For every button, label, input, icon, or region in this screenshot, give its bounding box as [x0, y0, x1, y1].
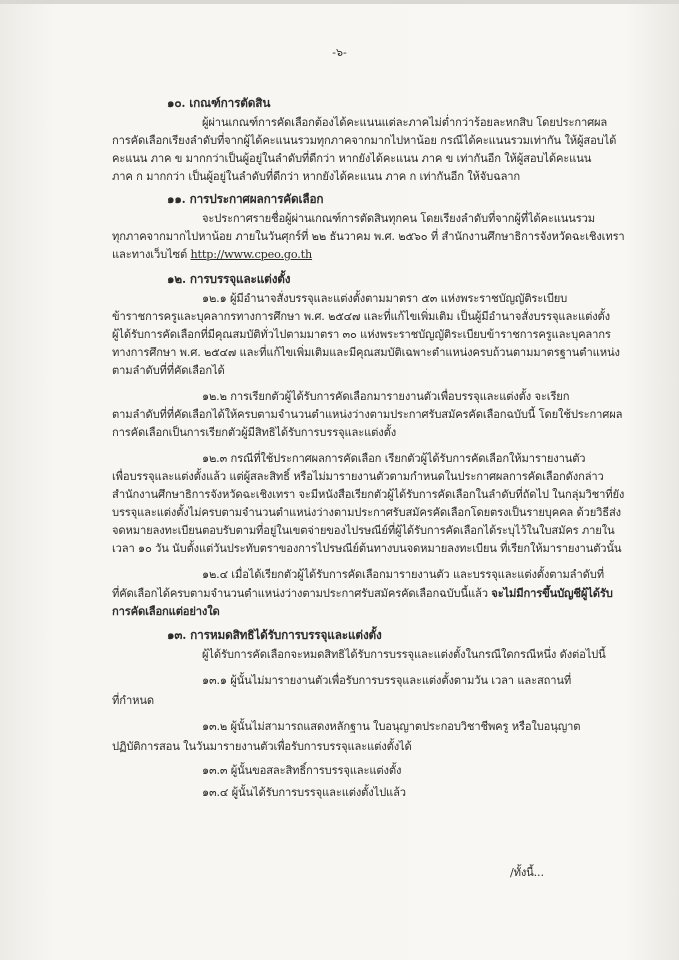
section-13-2-line: ปฏิบัติการสอน ในวันมารายงานตัวเพื่อรับการบรรจุและแต่งตั้งได้	[112, 740, 412, 753]
continuation-marker: /ทั้งนี้...	[510, 866, 544, 879]
section-10-line: ภาค ก มากกว่า เป็นผู้อยู่ในลำดับที่ดีกว่า หากยังได้คะแนน ภาค ก เท่ากันอีก ให้จับฉลาก	[112, 170, 521, 183]
section-13-4-line: ๑๓.๔ ผู้นั้นได้รับการบรรจุและแต่งตั้งไปแล้ว	[202, 786, 406, 799]
section-12-2-line: การคัดเลือกเป็นการเรียกตัวผู้มีสิทธิได้รับการบรรจุและแต่งตั้ง	[112, 426, 397, 439]
section-12-3-line: เวลา ๑๐ วัน นับตั้งแต่วันประทับตราของการไปรษณีย์ต้นทางบนจดหมายลงทะเบียน ที่เรียกให้มารายงานตัวนั้น	[112, 542, 622, 555]
section-12-4-line: ๑๒.๔ เมื่อได้เรียกตัวผู้ได้รับการคัดเลือกมารายงานตัว และบรรจุและแต่งตั้งตามลำดับที่	[202, 568, 604, 581]
website-link[interactable]: http://www.cpeo.go.th	[190, 248, 313, 261]
section-13-heading: ๑๓. การหมดสิทธิได้รับการบรรจุและแต่งตั้ง	[167, 628, 382, 642]
section-10-line: ผู้ผ่านเกณฑ์การคัดเลือกต้องได้คะแนนแต่ละภาคไม่ต่ำกว่าร้อยละหกสิบ โดยประกาศผล	[202, 116, 608, 129]
section-13-intro: ผู้ได้รับการคัดเลือกจะหมดสิทธิได้รับการบรรจุและแต่งตั้งในกรณีใดกรณีหนึ่ง ดังต่อไปนี้	[202, 648, 606, 661]
section-12-2-line: ตามลำดับที่ที่คัดเลือกได้ให้ครบตามจำนวนตำแหน่งว่างตามประกาศรับสมัครคัดเลือกฉบับนี้ โดยใช้ประกาศผล	[112, 408, 623, 421]
section-12-1-line: ข้าราชการครูและบุคลากรทางการศึกษา พ.ศ. ๒๕๔๗ และที่แก้ไขเพิ่มเติม เป็นผู้มีอำนาจสั่งบรรจุและแต่งตั้ง	[112, 310, 610, 323]
section-12-3-line: จดหมายลงทะเบียนตอบรับตามที่อยู่ในเขตจ่ายของไปรษณีย์ที่ผู้ได้รับการคัดเลือกได้ระบุไว้ในใบสมัคร ภายใน	[112, 524, 615, 537]
section-12-4-bold-text: จะไม่มีการขึ้นบัญชีผู้ได้รับ	[491, 586, 613, 600]
section-12-heading: ๑๒. การบรรจุและแต่งตั้ง	[167, 272, 291, 286]
section-10-line: การคัดเลือกเรียงลำดับที่จากผู้ได้คะแนนรวมทุกภาคจากมากไปหาน้อย กรณีได้คะแนนรวมเท่ากัน ให้ผู้สอบได้	[112, 134, 617, 147]
section-13-2-line: ๑๓.๒ ผู้นั้นไม่สามารถแสดงหลักฐาน ใบอนุญาตประกอบวิชาชีพครู หรือใบอนุญาต	[202, 720, 581, 733]
scan-edge	[0, 0, 679, 4]
section-12-1-line: ผู้ได้รับการคัดเลือกที่มีคุณสมบัติทั่วไปตามมาตรา ๓๐ แห่งพระราชบัญญัติระเบียบข้าราชการครูและบุคลากร	[112, 328, 611, 341]
section-12-4-bold-line: การคัดเลือกแต่อย่างใด	[112, 604, 220, 618]
section-11-heading: ๑๑. การประกาศผลการคัดเลือก	[167, 192, 324, 206]
section-12-3-line: บรรจุและแต่งตั้งไม่ครบตามจำนวนตำแหน่งว่างตามประกาศรับสมัครคัดเลือกโดยตรงเป็นรายบุคคล ด้วยวิธีส่ง	[112, 506, 621, 519]
section-12-1-line: ๑๒.๑ ผู้มีอำนาจสั่งบรรจุและแต่งตั้งตามมาตรา ๕๓ แห่งพระราชบัญญัติระเบียบ	[202, 292, 568, 305]
section-12-3-line: ๑๒.๓ กรณีที่ใช้ประกาศผลการคัดเลือก เรียกตัวผู้ได้รับการคัดเลือกให้มารายงานตัว	[202, 452, 586, 465]
website-prefix: และทางเว็บไซต์	[112, 248, 188, 261]
section-13-3-line: ๑๓.๓ ผู้นั้นขอสละสิทธิ์การบรรจุและแต่งตั้ง	[202, 764, 402, 777]
section-10-heading: ๑๐. เกณฑ์การตัดสิน	[167, 96, 271, 110]
section-11-line: จะประกาศรายชื่อผู้ผ่านเกณฑ์การตัดสินทุกคน โดยเรียงลำดับที่จากผู้ที่ได้คะแนนรวม	[202, 212, 596, 225]
section-12-4-line	[112, 586, 613, 601]
section-11-line: ทุกภาคจากมากไปหาน้อย ภายในวันศุกร์ที่ ๒๒ ธันวาคม พ.ศ. ๒๕๖๐ ที่ สำนักงานศึกษาธิการจังหวัดฉะเชิงเทรา	[112, 230, 625, 243]
section-12-1-line: ทางการศึกษา พ.ศ. ๒๕๔๗ และที่แก้ไขเพิ่มเติมและมีคุณสมบัติเฉพาะตำแหน่งครบถ้วนตามมาตรฐานตำแหน่ง	[112, 346, 620, 359]
section-12-3-line: สำนักงานศึกษาธิการจังหวัดฉะเชิงเทรา จะมีหนังสือเรียกตัวผู้ได้รับการคัดเลือกในลำดับที่ถัดไป ในกลุ่มวิชาที่ยัง	[112, 488, 625, 501]
section-12-3-line: เพื่อบรรจุและแต่งตั้งแล้ว แต่ผู้สละสิทธิ์ หรือไม่มารายงานตัวตามกำหนดในประกาศผลการคัดเลือกดังกล่าว	[112, 470, 604, 483]
section-13-1-line: ที่กำหนด	[112, 694, 154, 707]
section-11-website-line	[112, 248, 312, 262]
section-12-2-line: ๑๒.๒ การเรียกตัวผู้ได้รับการคัดเลือกมารายงานตัวเพื่อบรรจุและแต่งตั้ง จะเรียก	[202, 390, 570, 403]
section-10-line: คะแนน ภาค ข มากกว่าเป็นผู้อยู่ในลำดับที่ดีกว่า หากยังได้คะแนน ภาค ข เท่ากันอีก ให้ผู้สอบได้คะแนน	[112, 152, 592, 165]
section-12-4-normal-text: ที่คัดเลือกได้ครบตามจำนวนตำแหน่งว่างตามประกาศรับสมัครคัดเลือกฉบับนี้แล้ว	[112, 587, 488, 600]
section-12-1-line: ตามลำดับที่ที่คัดเลือกได้	[112, 364, 225, 377]
section-13-1-line: ๑๓.๑ ผู้นั้นไม่มารายงานตัวเพื่อรับการบรรจุและแต่งตั้งตามวัน เวลา และสถานที่	[202, 674, 572, 687]
page-number: -๖-	[332, 46, 347, 59]
